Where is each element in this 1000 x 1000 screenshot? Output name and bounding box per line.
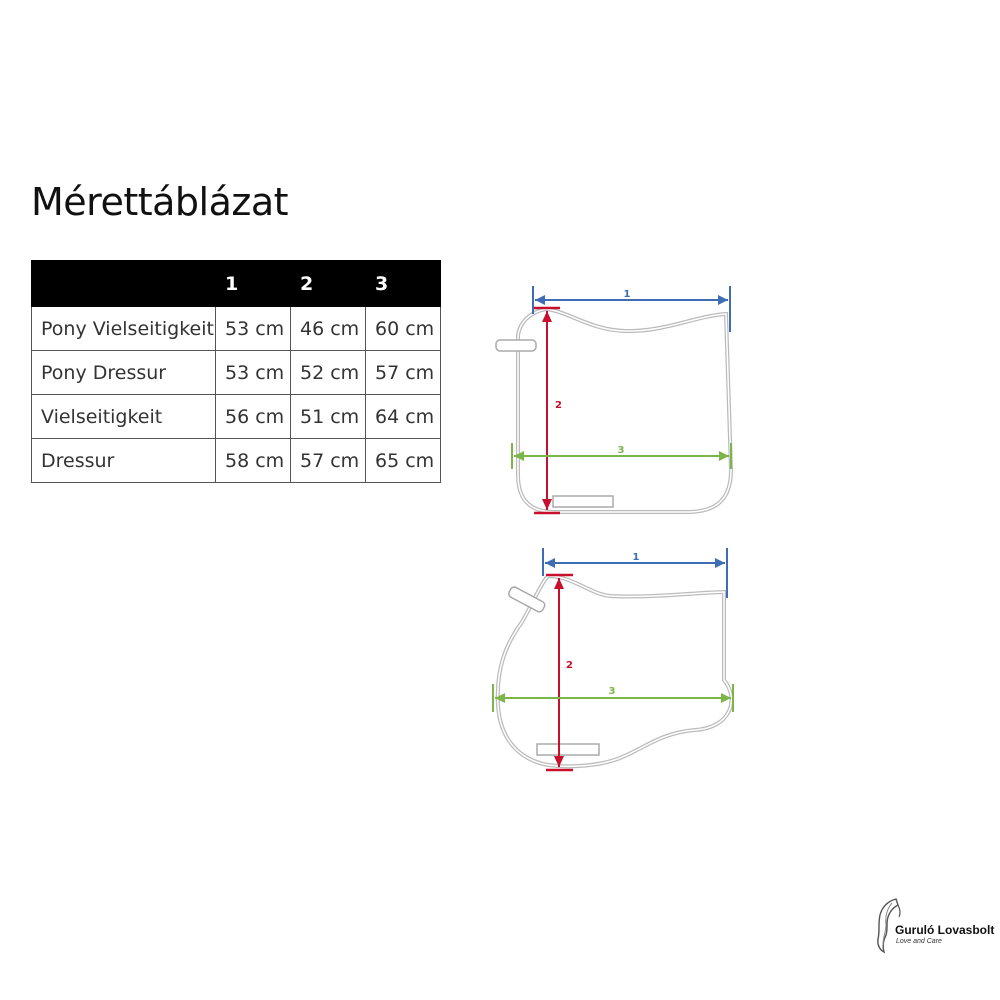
row-value-1: 53 cm bbox=[216, 307, 291, 351]
header-cell-3: 3 bbox=[366, 261, 441, 307]
row-name: Dressur bbox=[32, 439, 216, 483]
label-width-bottom: 3 bbox=[608, 686, 616, 697]
arrowhead-1b-bottom bbox=[715, 558, 725, 568]
row-value-3: 65 cm bbox=[366, 439, 441, 483]
header-cell-1: 1 bbox=[216, 261, 291, 307]
header-cell-2: 2 bbox=[291, 261, 366, 307]
arrowhead-1a-bottom bbox=[545, 558, 555, 568]
arrowhead-2a-top bbox=[542, 311, 552, 322]
brand-tagline: Love and Care bbox=[896, 938, 942, 945]
row-name: Pony Vielseitigkeit bbox=[32, 307, 216, 351]
girth-tab-top bbox=[553, 496, 613, 507]
brand-name: Guruló Lovasbolt bbox=[895, 923, 995, 937]
pad-diagram-top bbox=[496, 286, 731, 513]
row-value-1: 58 cm bbox=[216, 439, 291, 483]
row-name: Vielseitigkeit bbox=[32, 395, 216, 439]
strap-tab-top bbox=[496, 340, 536, 351]
row-value-3: 60 cm bbox=[366, 307, 441, 351]
arrowhead-2b-top bbox=[542, 499, 552, 510]
brand-logo bbox=[874, 895, 1000, 955]
row-value-1: 53 cm bbox=[216, 351, 291, 395]
row-value-2: 46 cm bbox=[291, 307, 366, 351]
row-value-2: 52 cm bbox=[291, 351, 366, 395]
label-length-bottom: 1 bbox=[632, 552, 640, 563]
arrowhead-1a-top bbox=[535, 295, 545, 305]
arrowhead-1b-top bbox=[718, 295, 728, 305]
pad-diagram-bottom bbox=[493, 548, 733, 770]
row-value-1: 56 cm bbox=[216, 395, 291, 439]
row-value-3: 64 cm bbox=[366, 395, 441, 439]
row-value-3: 57 cm bbox=[366, 351, 441, 395]
label-height-bottom: 2 bbox=[566, 660, 573, 671]
row-value-2: 57 cm bbox=[291, 439, 366, 483]
label-length-top: 1 bbox=[623, 289, 631, 300]
girth-tab-bottom bbox=[537, 744, 599, 755]
row-name: Pony Dressur bbox=[32, 351, 216, 395]
pad-outline-top bbox=[518, 309, 731, 512]
label-height-top: 2 bbox=[555, 400, 562, 411]
row-value-2: 51 cm bbox=[291, 395, 366, 439]
arrowhead-3b-top bbox=[719, 451, 729, 461]
label-width-top: 3 bbox=[617, 445, 625, 456]
page-title: Mérettáblázat bbox=[31, 180, 289, 224]
